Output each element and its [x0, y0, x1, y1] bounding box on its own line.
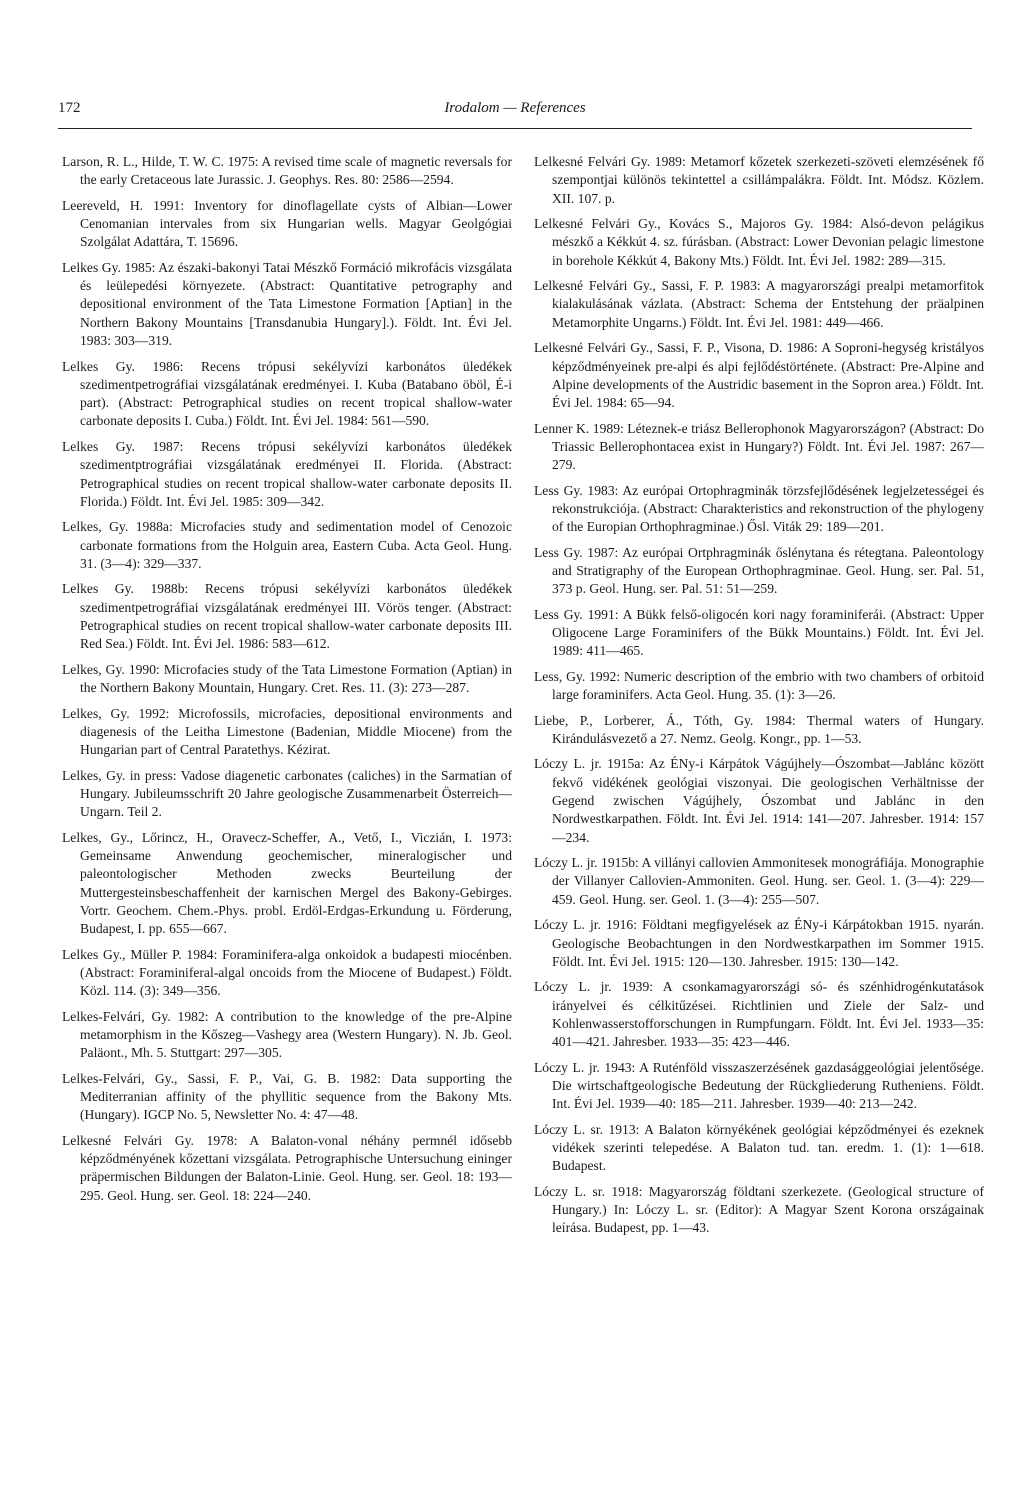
reference-entry: Lelkesné Felvári Gy., Kovács S., Majoros Gy. 1984: Alsó-devon pelágikus mészkő a Kékkút 4. sz. fúrásban. (Abstract: Lower Devonian pelagic limestone in borehole Kékkút 4, Bakony Mts.) Földt. Int. Évi Jel. 1982: 289—315. [534, 216, 984, 268]
reference-entry: Lelkes-Felvári, Gy. 1982: A contribution to the knowledge of the pre-Alpine metamorphism in the Kőszeg—Vashegy area (Western Hungary). N. Jb. Geol. Paläont., Mh. 5. Stuttgart: 297—305. [62, 1008, 512, 1061]
reference-entry: Lelkes, Gy. 1988a: Microfacies study and sedimentation model of Cenozoic carbonate formations from the Holguin area, Eastern Cuba. Acta Geol. Hung. 31. (3—4): 329—337. [62, 519, 512, 571]
reference-entry: Lóczy L. sr. 1913: A Balaton környékének geológiai képződményei és ezeknek vidékek szerinti telepedése. A Balaton tud. tan. eredm. 1. (1): 1—618. Budapest. [534, 1121, 984, 1174]
reference-entry: Larson, R. L., Hilde, T. W. C. 1975: A revised time scale of magnetic reversals for the early Cretaceous late Jurassic. J. Geophys. Res. 80: 2586—2594. [62, 154, 512, 188]
reference-entry: Lóczy L. jr. 1916: Földtani megfigyelések az ÉNy-i Kárpátokban 1915. nyarán. Geologische Beobachtungen in den Nordwestkarpathen im Sommer 1915. Földt. Int. Évi Jel. 1915: 120—130. Jahresber. 1915: 130—142. [534, 917, 984, 969]
reference-entry: Lelkes Gy. 1985: Az északi-bakonyi Tatai Mészkő Formáció mikrofácis vizsgálata és leülepedési környezete. (Abstract: Quantitative petrography and depositional environment of the Tata Limestone Formation [Aptian] in the Northern Bakony Mountains [Transdanubia Hungary].). Földt. Int. Évi Jel. 1983: 303—319. [62, 259, 512, 349]
reference-entry: Lelkesné Felvári Gy., Sassi, F. P., Visona, D. 1986: A Soproni-hegység kristályos képződményeinek pre-alpi és alpi fejlődéstörténete. (Abstract: Pre-Alpine and Alpine developments of the Austridic basement in the Sopron area.) Földt. Int. Évi Jel. 1984: 65—94. [534, 340, 984, 411]
reference-entry: Lóczy L. sr. 1918: Magyarország földtani szerkezete. (Geological structure of Hungary.) In: Lóczy L. sr. (Editor): A Magyar Szent Korona országainak leírása. Budapest, pp. 1—43. [534, 1183, 984, 1236]
page-number: 172 [58, 100, 81, 116]
reference-entry: Lóczy L. jr. 1915a: Az ÉNy-i Kárpátok Vágújhely—Ószombat—Jablánc között fekvő vidékének geológiai viszonyai. Die geologischen Verhältnisse der Gegend zwischen Vágújhely, Ószombat und Jablánc in den Nordwestkarpathen. Földt. Int. Évi Jel. 1914: 141—207. Jahresber. 1914: 157—234. [534, 756, 984, 845]
reference-entry: Less Gy. 1991: A Bükk felső-oligocén kori nagy foraminiferái. (Abstract: Upper Oligocene Large Foraminifers of the Bükk Mountains.) Földt. Int. Évi Jel. 1989: 411—465. [534, 606, 984, 659]
reference-entry: Lelkes Gy. 1988b: Recens trópusi sekélyvízi karbonátos üledékek szedimentpetrográfiai vizsgálatának eredményei III. Vörös tenger. (Abstract: Petrographical studies on recent tropical shallow-water carbonate deposits III. Red Sea.) Földt. Int. Évi Jel. 1986: 583—612. [62, 581, 512, 652]
reference-entry: Lelkesné Felvári Gy., Sassi, F. P. 1983: A magyarországi prealpi metamorfitok kialakulásának vázlata. (Abstract: Schema der Entstehung der präalpinen Metamorphite Ungarns.) Földt. Int. Évi Jel. 1981: 449—466. [534, 278, 984, 330]
reference-entry: Lelkes Gy., Müller P. 1984: Foraminifera-alga onkoidok a budapesti miocénben. (Abstract: Foraminiferal-algal oncoids from the Miocene of Budapest.) Földt. Közl. 114. (3): 349—356. [62, 946, 512, 999]
reference-entry: Lelkes Gy. 1987: Recens trópusi sekélyvízi karbonátos üledékek szedimentptrográfiai vizsgálatának eredményei II. Florida. (Abstract: Petrographical studies on recent tropical shallow-water carbonate deposits II. Florida.) Földt. Int. Évi Jel. 1985: 309—342. [62, 438, 512, 509]
reference-entry: Less Gy. 1987: Az európai Ortphragminák őslénytana és rétegtana. Paleontology and Stratigraphy of the European Orthophragminae. Geol. Hung. ser. Pal. 51, 373 p. Geol. Hung. ser. Pal. 51: 51—259. [534, 544, 984, 597]
reference-entry: Lelkesné Felvári Gy. 1989: Metamorf kőzetek szerkezeti-szöveti elemzésének fő szempontjai különös tekintettel a csillámpalákra. Földt. Int. Módsz. Közlem. XII. 107. p. [534, 154, 984, 206]
reference-entry: Lelkes, Gy. 1992: Microfossils, microfacies, depositional environments and diagenesis of the Leitha Limestone (Badenian, Middle Miocene) from the Hungarian part of Central Paratethys. Kézirat. [62, 705, 512, 758]
reference-entry: Lelkes-Felvári, Gy., Sassi, F. P., Vai, G. B. 1982: Data supporting the Mediterranian affinity of the phyllitic sequence from the Bakony Mts. (Hungary). IGCP No. 5, Newsletter No. 4: 47—48. [62, 1070, 512, 1123]
reference-entry: Lelkes Gy. 1986: Recens trópusi sekélyvízi karbonátos üledékek szedimentpetrográfiai vizsgálatának eredményei. I. Kuba (Batabano öböl, É-i part). (Abstract: Petrographical studies on recent tropical shallow-water carbonate deposits I. Cuba.) Földt. Int. Évi Jel. 1984: 561—590. [62, 358, 512, 429]
reference-entry: Liebe, P., Lorberer, Á., Tóth, Gy. 1984: Thermal waters of Hungary. Kirándulásvezető a 27. Nemz. Geolg. Kongr., pp. 1—53. [534, 712, 984, 746]
reference-entry: Leereveld, H. 1991: Inventory for dinoflagellate cysts of Albian—Lower Cenomanian intervales from six Hungarian wells. Magyar Geolgógiai Szolgálat Adattára, T. 15696. [62, 197, 512, 250]
reference-entry: Lenner K. 1989: Léteznek-e triász Bellerophonok Magyarországon? (Abstract: Do Triassic Bellerophontacea exist in Hungary?) Földt. Int. Évi Jel. 1987: 267—279. [534, 420, 984, 473]
left-column [62, 153, 512, 1212]
page-header [58, 100, 972, 129]
right-column [534, 153, 984, 1245]
reference-entry: Lóczy L. jr. 1943: A Ruténföld visszaszerzésének gazdasággeológiai jelentősége. Die wirtschaftgeologische Bedeutung der Rückgliederung Rutheniens. Földt. Int. Évi Jel. 1939—40: 185—211. Jahresber. 1939—40: 213—242. [534, 1059, 984, 1112]
reference-entry: Lelkes, Gy., Lőrincz, H., Oravecz-Scheffer, A., Vető, I., Viczián, I. 1973: Gemeinsame Anwendung geochemischer, mineralogischer und paleontologischer Methoden zwecks Beurteilung der Muttergesteinsbeschaffenheit der karnischen Mergel des Bakony-Gebirges. Vortr. Geochem. Chem.-Phys. probl. Erdöl-Erdgas-Erkundung u. Förderung, Budapest, I. pp. 655—667. [62, 829, 512, 937]
reference-entry: Lóczy L. jr. 1915b: A villányi callovien Ammonitesek monográfiája. Monographie der Villanyer Callovien-Ammoniten. Geol. Hung. ser. Geol. 1. (3—4): 229—459. Geol. Hung. ser. Geol. 1. (3—4): 255—507. [534, 855, 984, 907]
reference-entry: Lelkesné Felvári Gy. 1978: A Balaton-vonal néhány permnél idősebb képződményének kőzettani vizsgálata. Petrographische Untersuchung eininger präpermischen Bildungen der Balaton-Linie. Geol. Hung. ser. Geol. 18: 193—295. Geol. Hung. ser. Geol. 18: 224—240. [62, 1132, 512, 1203]
reference-entry: Less Gy. 1983: Az európai Ortophragminák törzsfejlődésének legjelzetességei és rekonstrukciója. (Abstract: Charakteristics and rekonstruction of the phylogeny of the Europian Orthophragminae.) Ősl. Viták 29: 189—201. [534, 482, 984, 535]
reference-entry: Lelkes, Gy. 1990: Microfacies study of the Tata Limestone Formation (Aptian) in the Northern Bakony Mountain, Hungary. Cret. Res. 11. (3): 273—287. [62, 661, 512, 696]
reference-entry: Less, Gy. 1992: Numeric description of the embrio with two chambers of orbitoid large foraminifers. Acta Geol. Hung. 35. (1): 3—26. [534, 668, 984, 703]
running-title: Irodalom — References [444, 100, 586, 116]
reference-entry: Lóczy L. jr. 1939: A csonkamagyarországi só- és szénhidrogénkutatások irányelvei és célkitűzései. Richtlinien und Ziele der Salz- und Kohlenwasserstofforschungen in Rumpfungarn. Földt. Int. Évi Jel. 1933—35: 401—421. Jahresber. 1933—35: 423—446. [534, 979, 984, 1050]
reference-entry: Lelkes, Gy. in press: Vadose diagenetic carbonates (caliches) in the Sarmatian of Hungary. Jubileumsschrift 20 Jahre geologische Zusammenarbeit Österreich—Ungarn. Teil 2. [62, 767, 512, 820]
